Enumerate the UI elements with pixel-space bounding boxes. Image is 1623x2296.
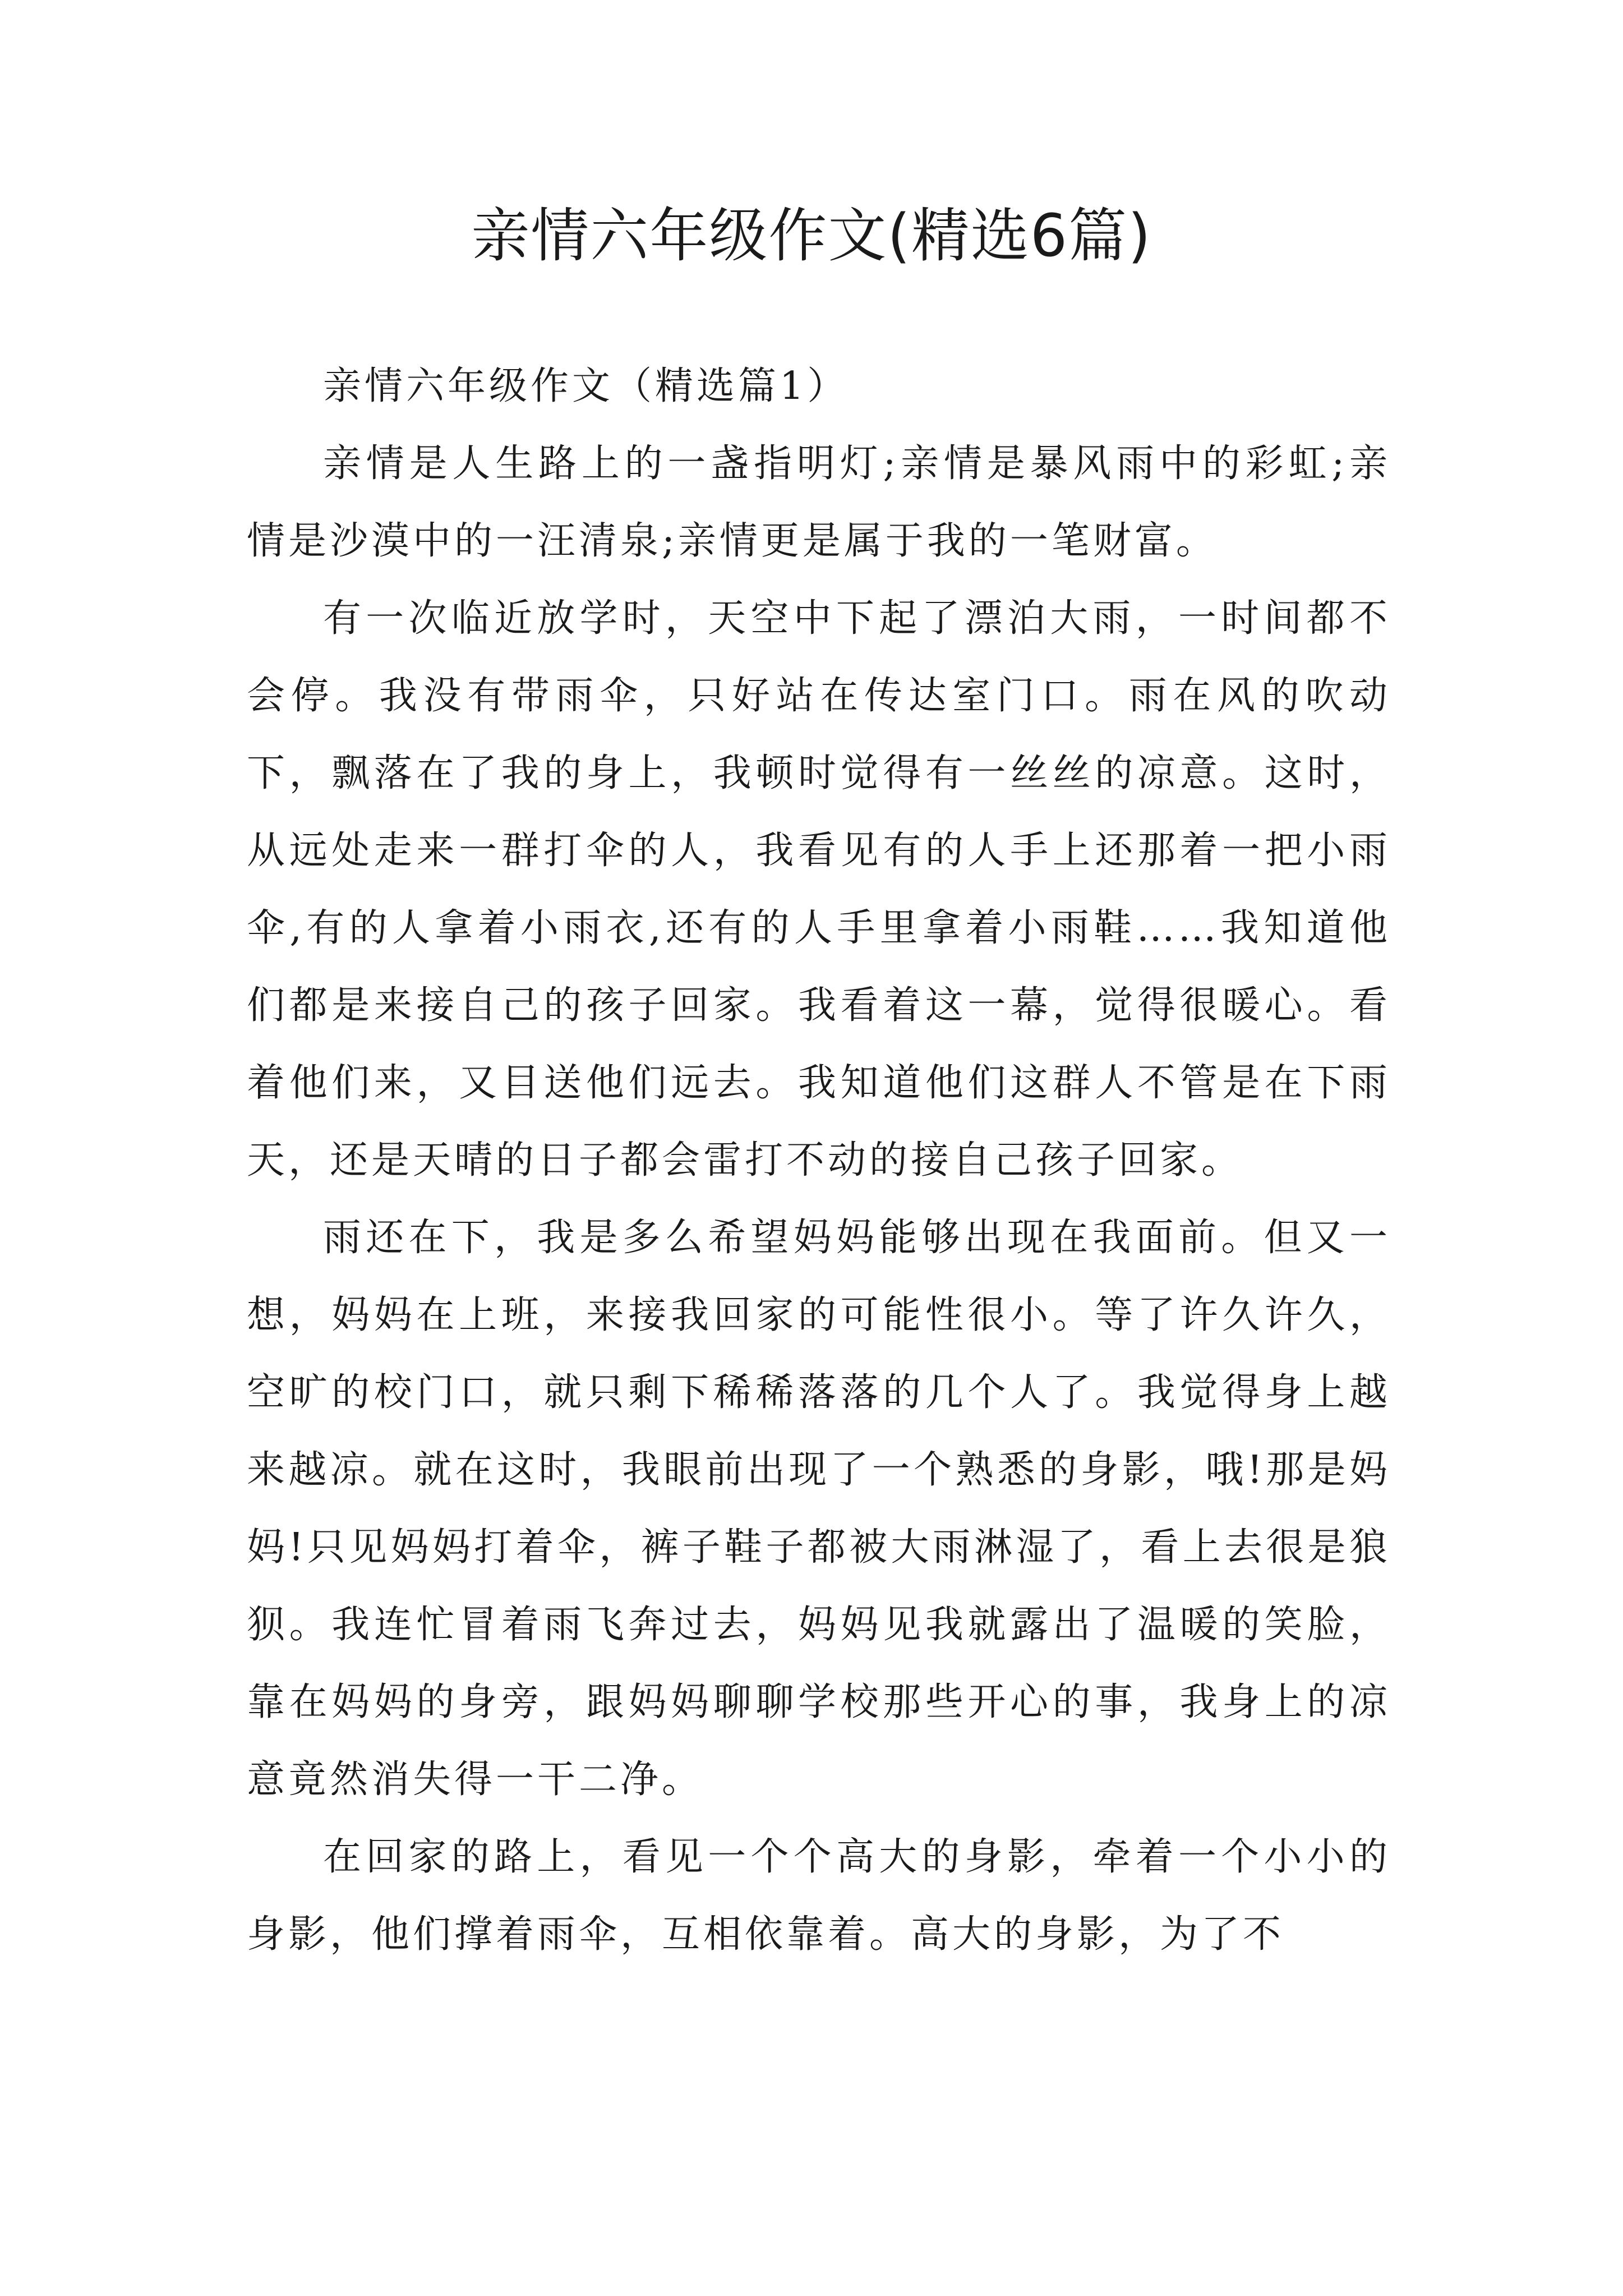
paragraph: 有一次临近放学时，天空中下起了漂泊大雨，一时间都不会停。我没有带雨伞，只好站在传达室门口。雨在风的吹动下，飘落在了我的身上，我顿时觉得有一丝丝的凉意。这时，从远处走来一群打伞的人，我看见有的人手上还那着一把小雨伞,有的人拿着小雨衣,还有的人手里拿着小雨鞋……我知道他们都是来接自己的孩子回家。我看着这一幕，觉得很暖心。看着他们来，又目送他们远去。我知道他们这群人不管是在下雨天，还是天晴的日子都会雷打不动的接自己孩子回家。 (247, 596, 1391, 1182)
paragraph: 雨还在下，我是多么希望妈妈能够出现在我面前。但又一想，妈妈在上班，来接我回家的可能性很小。等了许久许久，空旷的校门口，就只剩下稀稀落落的几个人了。我觉得身上越来越凉。就在这时，我眼前出现了一个熟悉的身影，哦!那是妈妈!只见妈妈打着伞，裤子鞋子都被大雨淋湿了，看上去很是狼狈。我连忙冒着雨飞奔过去，妈妈见我就露出了温暖的笑脸，靠在妈妈的身旁，跟妈妈聊聊学校那些开心的事，我身上的凉意竟然消失得一干二净。 (247, 1216, 1391, 1802)
section-heading: 亲情六年级作文（精选篇1） (323, 364, 849, 408)
document-body (247, 348, 1391, 1973)
paragraph: 亲情是人生路上的一盏指明灯;亲情是暴风雨中的彩虹;亲情是沙漠中的一汪清泉;亲情更是属于我的一笔财富。 (247, 441, 1391, 563)
document-title: 亲情六年级作文(精选6篇) (471, 201, 1152, 270)
paragraph: 在回家的路上，看见一个个高大的身影，牵着一个小小的身影，他们撑着雨伞，互相依靠着。高大的身影，为了不 (247, 1835, 1391, 1957)
